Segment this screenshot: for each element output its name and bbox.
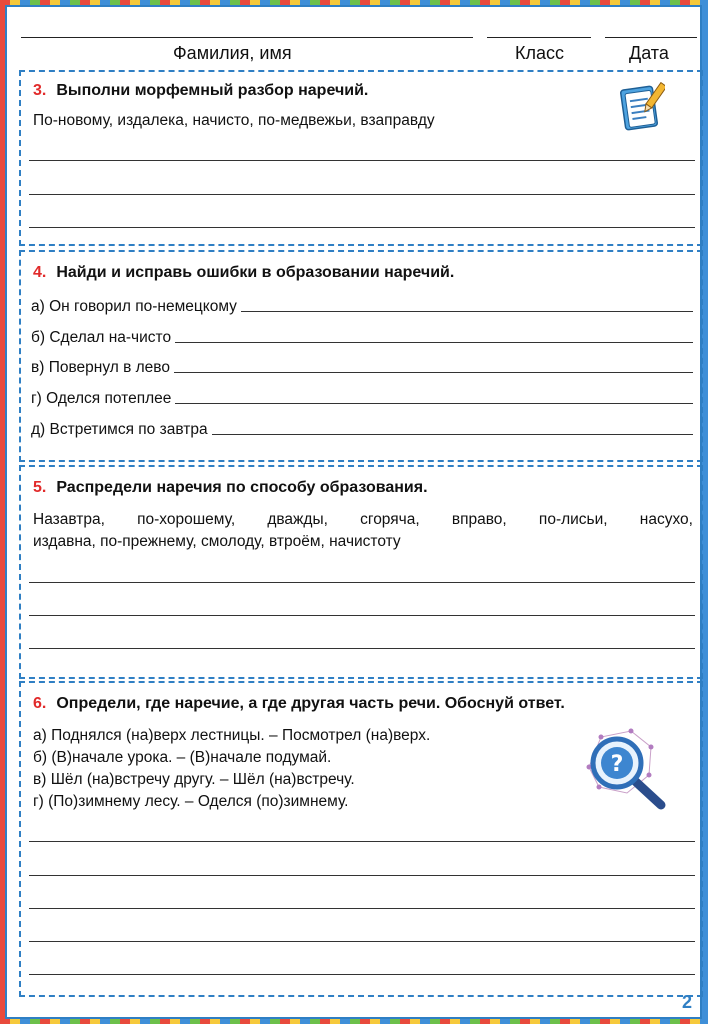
task-4-item: [31, 323, 693, 347]
class-line: [487, 37, 591, 38]
task-5-words-line-2: издавна, по-прежнему, смолоду, втроём, начистоту: [33, 533, 401, 550]
item-text: б) Сделал на-чисто: [31, 329, 172, 346]
item-text: а) Он говорил по-немецкому: [31, 298, 237, 315]
answer-line[interactable]: [29, 974, 695, 975]
task-6-item: г) (По)зимнему лесу. – Оделся (по)зимнему.: [33, 793, 349, 810]
answer-line[interactable]: [29, 194, 695, 195]
answer-line[interactable]: [29, 582, 695, 583]
task-3-number: 3.: [33, 82, 47, 99]
answer-line[interactable]: [29, 648, 695, 649]
answer-line[interactable]: [29, 615, 695, 616]
task-3-title: [33, 82, 368, 100]
task-3-title-text: Выполни морфемный разбор наречий.: [56, 82, 369, 99]
answer-line[interactable]: [29, 227, 695, 228]
answer-line[interactable]: [29, 160, 695, 161]
answer-line[interactable]: [29, 941, 695, 942]
task-6-item: б) (В)начале урока. – (В)начале подумай.: [33, 749, 332, 766]
task-4-item: [31, 292, 693, 316]
task-6-title-text: Определи, где наречие, а где другая часть речи. Обоснуй ответ.: [56, 695, 565, 712]
answer-line[interactable]: [174, 372, 693, 373]
task-4-item: [31, 353, 693, 377]
answer-line[interactable]: [29, 841, 695, 842]
task-3-section: [19, 70, 703, 246]
task-4-item: [31, 415, 693, 439]
answer-line[interactable]: [29, 908, 695, 909]
task-5-number: 5.: [33, 479, 47, 496]
task-4-section: [19, 250, 703, 462]
magnifier-question-icon: [579, 727, 671, 817]
date-label: Дата: [629, 43, 669, 63]
item-text: в) Повернул в лево: [31, 359, 170, 376]
answer-line[interactable]: [175, 403, 693, 404]
answer-line[interactable]: [241, 311, 693, 312]
task-6-title: [33, 695, 565, 713]
task-6-item: в) Шёл (на)встречу другу. – Шёл (на)встречу.: [33, 771, 355, 788]
answer-line[interactable]: [29, 875, 695, 876]
task-6-section: [19, 681, 703, 997]
worksheet-page: [5, 5, 702, 1019]
date-line: [605, 37, 697, 38]
item-text: д) Встретимся по завтра: [31, 421, 208, 438]
page-number: 2: [681, 992, 692, 1012]
task-5-section: [19, 465, 703, 679]
task-4-title-text: Найди и исправь ошибки в образовании наречий.: [56, 264, 455, 281]
task-6-number: 6.: [33, 695, 47, 712]
header: [21, 21, 697, 71]
answer-line[interactable]: [175, 342, 693, 343]
name-line: [21, 37, 473, 38]
item-text: г) Оделся потеплее: [31, 390, 172, 407]
task-4-item: [31, 384, 693, 408]
task-3-words: По-новому, издалека, начисто, по-медвежьи, взаправду: [33, 112, 435, 129]
task-5-title-text: Распредели наречия по способу образования.: [56, 479, 428, 496]
task-4-title: [33, 264, 454, 282]
notebook-pencil-icon: [617, 82, 665, 134]
class-label: Класс: [515, 43, 564, 63]
answer-line[interactable]: [212, 434, 693, 435]
task-4-number: 4.: [33, 264, 47, 281]
task-5-words-line-1: Назавтра, по-хорошему, дважды, сгоряча, вправо, по-лисьи, насухо,: [33, 511, 693, 528]
name-label: Фамилия, имя: [173, 43, 292, 63]
svg-text:?: ?: [610, 752, 624, 777]
task-5-title: [33, 479, 428, 497]
task-6-item: а) Поднялся (на)верх лестницы. – Посмотрел (на)верх.: [33, 727, 431, 744]
